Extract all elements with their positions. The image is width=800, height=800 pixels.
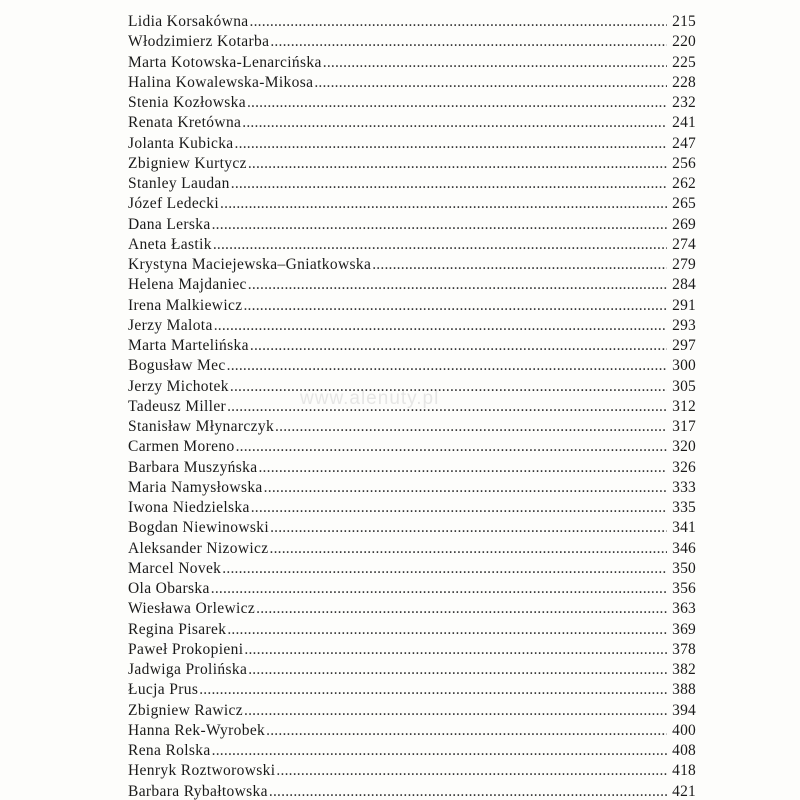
entry-page-number: 293 (672, 316, 696, 334)
toc-entry (128, 458, 696, 478)
entry-name: Henryk Roztworowski (128, 762, 276, 780)
entry-name: Maria Namysłowska (128, 478, 263, 496)
dot-leader (227, 356, 667, 376)
toc-entry (128, 417, 696, 437)
dot-leader (314, 73, 667, 93)
dot-leader (372, 255, 667, 275)
entry-name: Paweł Prokopieni (128, 640, 244, 658)
entry-name: Bogdan Niewinowski (128, 519, 270, 537)
toc-entry (128, 255, 696, 275)
dot-leader (227, 620, 667, 640)
dot-leader (251, 498, 667, 518)
dot-leader (276, 761, 667, 781)
dot-leader (248, 660, 667, 680)
entry-page-number: 341 (672, 519, 696, 537)
entry-page-number: 256 (672, 154, 696, 172)
entry-name: Jolanta Kubicka (128, 134, 234, 152)
entry-page-number: 408 (672, 742, 696, 759)
table-of-contents (128, 12, 696, 800)
dot-leader (250, 12, 667, 32)
entry-page-number: 312 (672, 397, 696, 415)
toc-entry (128, 32, 696, 52)
dot-leader (243, 296, 667, 316)
entry-page-number: 356 (672, 580, 696, 597)
toc-entry (128, 620, 696, 640)
dot-leader (269, 782, 667, 800)
toc-entry (128, 701, 696, 721)
entry-name: Jadwiga Prolińska (128, 661, 248, 678)
toc-entry (128, 53, 696, 73)
entry-name: Dana Lerska (128, 215, 211, 233)
entry-name: Helena Majdaniec (128, 276, 247, 294)
entry-page-number: 382 (672, 661, 696, 678)
dot-leader (270, 518, 667, 538)
toc-entry (128, 680, 696, 700)
dot-leader (230, 377, 667, 397)
entry-page-number: 378 (672, 640, 696, 658)
entry-page-number: 265 (672, 195, 696, 213)
dot-leader (231, 174, 667, 194)
toc-entry (128, 782, 696, 800)
toc-entry (128, 73, 696, 93)
entry-page-number: 369 (672, 620, 696, 638)
toc-entry (128, 741, 696, 761)
entry-page-number: 300 (672, 357, 696, 375)
entry-page-number: 228 (672, 73, 696, 91)
entry-name: Stenia Kozłowska (128, 94, 246, 111)
entry-page-number: 215 (672, 13, 696, 30)
entry-name: Jerzy Michotek (128, 377, 229, 395)
toc-entry (128, 377, 696, 397)
toc-entry (128, 174, 696, 194)
entry-page-number: 346 (672, 539, 696, 557)
toc-entry (128, 93, 696, 113)
toc-entry (128, 134, 696, 154)
dot-leader (323, 53, 667, 73)
entry-name: Włodzimierz Kotarba (128, 33, 270, 51)
entry-page-number: 247 (672, 134, 696, 152)
dot-leader (213, 235, 667, 255)
entry-page-number: 335 (672, 499, 696, 516)
entry-name: Halina Kowalewska-Mikosa (128, 73, 314, 91)
entry-name: Barbara Muszyńska (128, 458, 258, 476)
entry-name: Rena Rolska (128, 742, 211, 759)
dot-leader (212, 215, 667, 235)
toc-entry (128, 154, 696, 174)
toc-entry (128, 640, 696, 660)
entry-name: Regina Pisarek (128, 620, 227, 638)
entry-name: Łucja Prus (128, 681, 199, 699)
entry-page-number: 262 (672, 175, 696, 192)
entry-name: Renata Kretówna (128, 114, 242, 132)
toc-entry (128, 113, 696, 133)
dot-leader (236, 437, 667, 457)
entry-name: Marta Kotowska-Lenarcińska (128, 53, 322, 71)
entry-page-number: 305 (672, 377, 696, 395)
entry-page-number: 421 (672, 782, 696, 800)
entry-name: Józef Ledecki (128, 195, 220, 213)
entry-page-number: 326 (672, 458, 696, 476)
entry-name: Carmen Moreno (128, 438, 235, 456)
entry-name: Irena Malkiewicz (128, 296, 243, 314)
toc-entry (128, 437, 696, 457)
dot-leader (250, 336, 667, 356)
entry-name: Marta Martelińska (128, 337, 249, 354)
entry-page-number: 225 (672, 53, 696, 71)
entry-page-number: 400 (672, 721, 696, 739)
entry-page-number: 291 (672, 296, 696, 314)
dot-leader (270, 32, 667, 52)
dot-leader (199, 680, 667, 700)
toc-entry (128, 235, 696, 255)
dot-leader (227, 397, 667, 417)
entry-page-number: 274 (672, 235, 696, 253)
entry-name: Jerzy Malota (128, 316, 213, 334)
entry-name: Stanley Laudan (128, 175, 230, 192)
entry-page-number: 220 (672, 33, 696, 51)
toc-entry (128, 518, 696, 538)
toc-entry (128, 356, 696, 376)
toc-entry (128, 12, 696, 32)
toc-entry (128, 721, 696, 741)
entry-page-number: 388 (672, 681, 696, 699)
entry-page-number: 350 (672, 559, 696, 577)
dot-leader (258, 458, 667, 478)
dot-leader (242, 113, 667, 133)
toc-entry (128, 336, 696, 356)
entry-name: Hanna Rek-Wyrobek (128, 721, 266, 739)
toc-entry (128, 215, 696, 235)
entry-page-number: 284 (672, 276, 696, 294)
entry-page-number: 241 (672, 114, 696, 132)
entry-page-number: 317 (672, 418, 696, 435)
entry-name: Wiesława Orlewicz (128, 600, 256, 618)
entry-name: Zbigniew Rawicz (128, 701, 244, 719)
entry-page-number: 279 (672, 256, 696, 273)
dot-leader (244, 640, 667, 660)
dot-leader (248, 275, 667, 295)
dot-leader (244, 701, 667, 721)
entry-page-number: 363 (672, 600, 696, 618)
dot-leader (247, 93, 667, 113)
entry-name: Aleksander Nizowicz (128, 539, 269, 557)
entry-page-number: 394 (672, 701, 696, 719)
toc-entry (128, 397, 696, 417)
entry-page-number: 418 (672, 762, 696, 780)
dot-leader (256, 599, 667, 619)
entry-name: Marcel Novek (128, 559, 222, 577)
toc-entry (128, 539, 696, 559)
dot-leader (212, 741, 667, 761)
entry-page-number: 297 (672, 337, 696, 354)
dot-leader (214, 316, 667, 336)
entry-name: Tadeusz Miller (128, 397, 227, 415)
toc-entry (128, 296, 696, 316)
dot-leader (264, 478, 667, 498)
entry-page-number: 320 (672, 438, 696, 456)
toc-entry (128, 599, 696, 619)
entry-page-number: 333 (672, 478, 696, 496)
entry-page-number: 269 (672, 215, 696, 233)
toc-entry (128, 194, 696, 214)
dot-leader (275, 417, 667, 437)
entry-name: Iwona Niedzielska (128, 499, 250, 516)
dot-leader (270, 539, 668, 559)
toc-entry (128, 559, 696, 579)
dot-leader (266, 721, 667, 741)
entry-name: Bogusław Mec (128, 357, 226, 375)
toc-entry (128, 660, 696, 680)
toc-entry (128, 316, 696, 336)
entry-name: Barbara Rybałtowska (128, 782, 268, 800)
toc-entry (128, 478, 696, 498)
entry-name: Krystyna Maciejewska–Gniatkowska (128, 256, 372, 273)
watermark: www.alenuty.pl (300, 388, 440, 409)
entry-name: Ola Obarska (128, 580, 210, 597)
toc-entry (128, 275, 696, 295)
toc-entry (128, 579, 696, 599)
dot-leader (220, 194, 667, 214)
toc-entry (128, 761, 696, 781)
dot-leader (248, 154, 667, 174)
entry-name: Zbigniew Kurtycz (128, 154, 247, 172)
dot-leader (211, 579, 667, 599)
entry-page-number: 232 (672, 94, 696, 111)
entry-name: Aneta Łastik (128, 235, 212, 253)
dot-leader (222, 559, 667, 579)
entry-name: Stanisław Młynarczyk (128, 418, 275, 435)
dot-leader (235, 134, 667, 154)
entry-name: Lidia Korsakówna (128, 13, 249, 30)
toc-entry (128, 498, 696, 518)
